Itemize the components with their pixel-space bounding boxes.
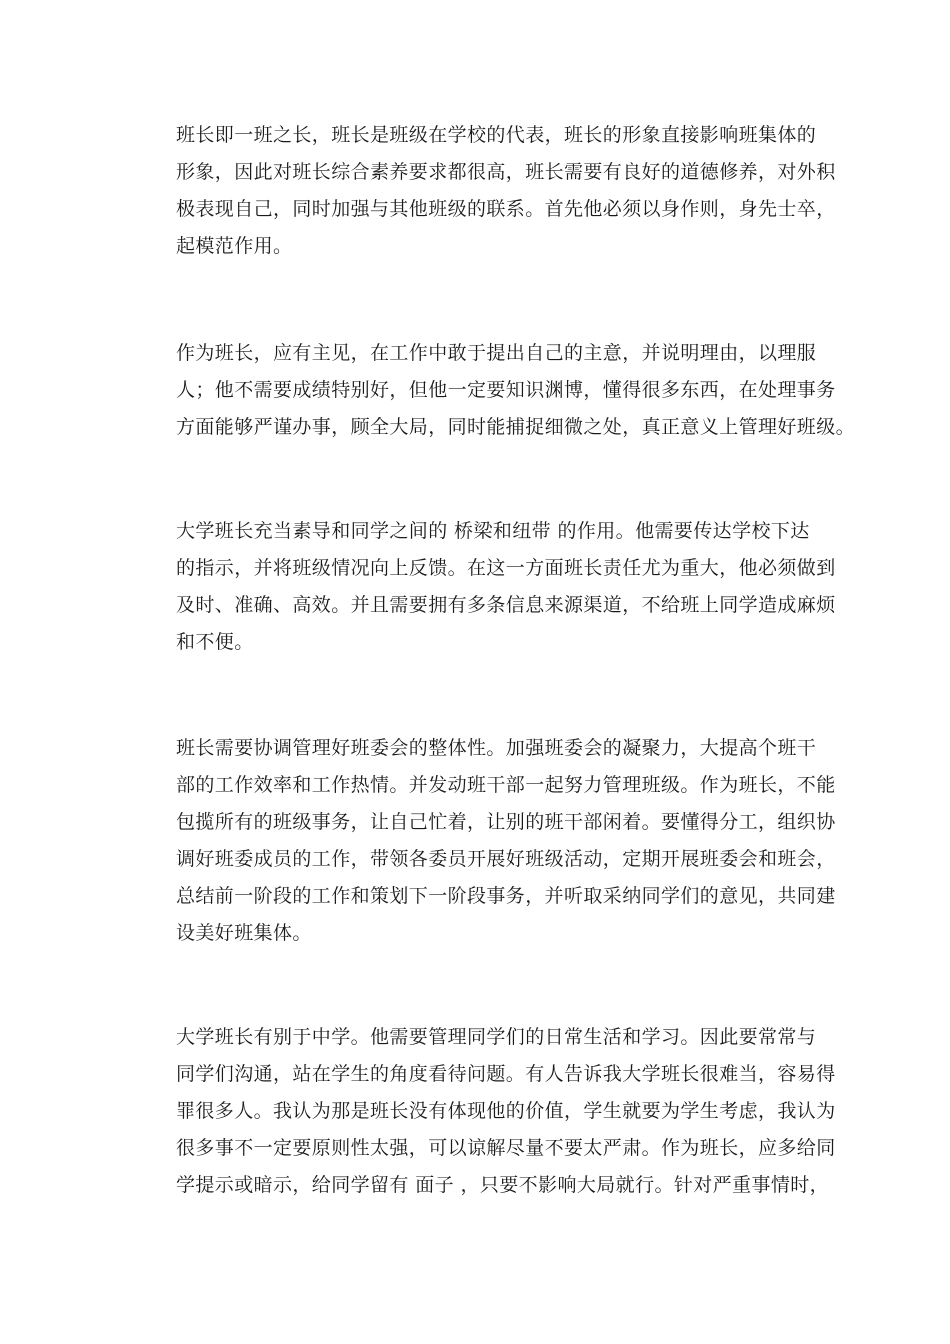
paragraph-line: 起模范作用。 — [176, 235, 293, 257]
paragraph-line: 学提示或暗示，给同学留有 面子 ，只要不影响大局就行。针对严重事情时， — [176, 1174, 830, 1196]
paragraph-line: 大学班长充当素导和同学之间的 桥梁和纽带 的作用。他需要传达学校下达 — [176, 520, 810, 542]
paragraph-line: 部的工作效率和工作热情。并发动班干部一起努力管理班级。作为班长，不能 — [176, 774, 836, 796]
paragraph-1 — [144, 117, 836, 265]
paragraph-line: 调好班委成员的工作，带领各委员开展好班级活动，定期开展班委会和班会， — [176, 848, 836, 870]
paragraph-4 — [144, 730, 836, 952]
paragraph-line: 班长需要协调管理好班委会的整体性。加强班委会的凝聚力，大提高个班干 — [176, 737, 817, 759]
paragraph-line: 作为班长，应有主见，在工作中敢于提出自己的主意，并说明理由，以理服 — [176, 342, 817, 364]
paragraph-line: 罪很多人。我认为那是班长没有体现他的价值，学生就要为学生考虑，我认为 — [176, 1100, 836, 1122]
paragraph-line: 很多事不一定要原则性太强，可以谅解尽量不要太严肃。作为班长，应多给同 — [176, 1137, 836, 1159]
paragraph-line: 大学班长有别于中学。他需要管理同学们的日常生活和学习。因此要常常与 — [176, 1026, 817, 1048]
paragraph-line: 极表现自己，同时加强与其他班级的联系。首先他必须以身作则，身先士卒， — [176, 198, 836, 220]
paragraph-line: 设美好班集体。 — [176, 922, 312, 944]
paragraph-line: 的指示，并将班级情况向上反馈。在这一方面班长责任尤为重大，他必须做到 — [176, 557, 836, 579]
paragraph-line: 班长即一班之长，班长是班级在学校的代表，班长的形象直接影响班集体的 — [176, 124, 817, 146]
paragraph-line: 包揽所有的班级事务，让自己忙着，让别的班干部闲着。要懂得分工，组织协 — [176, 811, 836, 833]
paragraph-3 — [144, 513, 836, 661]
paragraph-line: 同学们沟通，站在学生的角度看待问题。有人告诉我大学班长很难当，容易得 — [176, 1063, 836, 1085]
paragraph-line: 总结前一阶段的工作和策划下一阶段事务，并听取采纳同学们的意见，共同建 — [176, 885, 836, 907]
paragraph-line: 形象，因此对班长综合素养要求都很高，班长需要有良好的道德修养，对外积 — [176, 161, 836, 183]
paragraph-line: 和不便。 — [176, 631, 254, 653]
paragraph-line: 及时、准确、高效。并且需要拥有多条信息来源渠道，不给班上同学造成麻烦 — [176, 594, 836, 616]
paragraph-5 — [144, 1019, 836, 1204]
paragraph-2 — [144, 335, 856, 446]
paragraph-line: 方面能够严谨办事，顾全大局，同时能捕捉细微之处，真正意义上管理好班级。 — [176, 416, 856, 438]
paragraph-line: 人；他不需要成绩特别好，但他一定要知识渊博，懂得很多东西，在处理事务 — [176, 379, 836, 401]
